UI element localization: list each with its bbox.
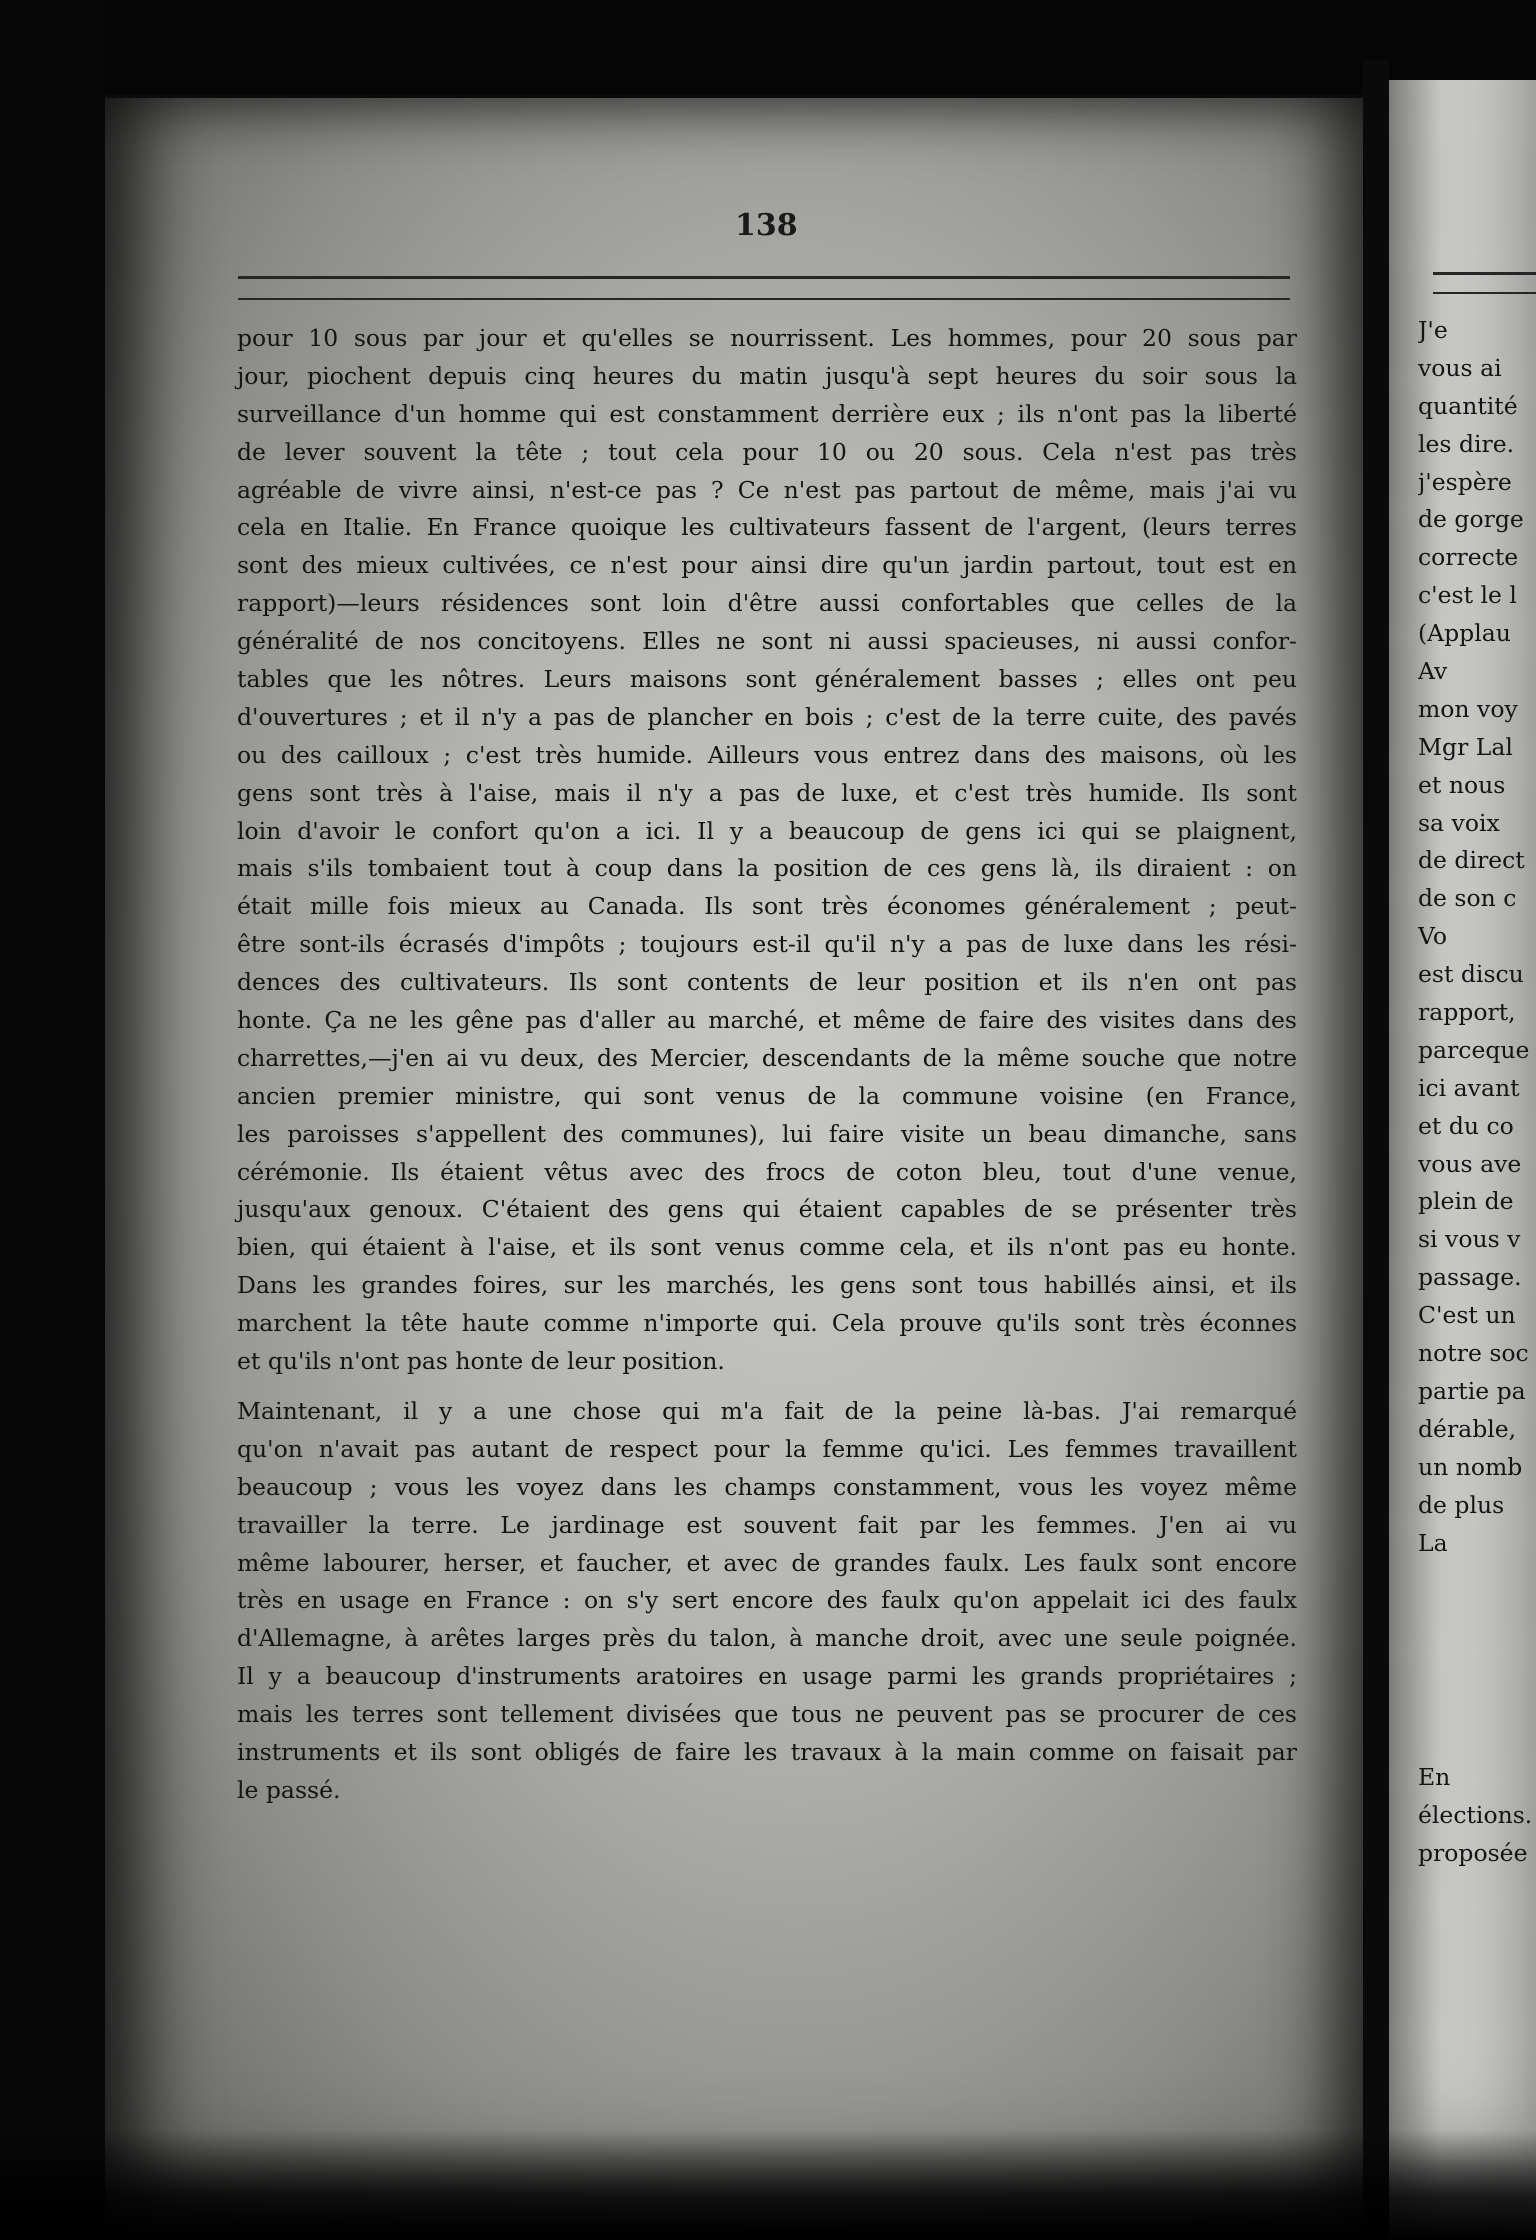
text-line: ancien premier ministre, qui sont venus de la commune voisine (en France,: [237, 1081, 1297, 1110]
right-header-rule-thick: [1433, 272, 1536, 275]
text-line: le passé.: [237, 1775, 341, 1804]
text-line: mon voy: [1418, 694, 1518, 723]
text-line: surveillance d'un homme qui est constamment derrière eux ; ils n'ont pas la liberté: [237, 399, 1297, 428]
book-gutter: [1363, 60, 1389, 2240]
text-line: j'espère: [1418, 467, 1512, 496]
text-line: un nomb: [1418, 1452, 1523, 1481]
text-line: sa voix: [1418, 808, 1500, 837]
text-line: vous ai: [1418, 353, 1502, 382]
text-line: Il y a beaucoup d'instruments aratoires en usage parmi les grands propriétaires ;: [237, 1662, 1297, 1691]
text-line: est discu: [1418, 960, 1524, 989]
right-text-lower: [1418, 1759, 1536, 1873]
text-line: et qu'ils n'ont pas honte de leur position.: [237, 1347, 725, 1376]
text-line: de lever souvent la tête ; tout cela pour 10 ou 20 sous. Cela n'est pas très: [237, 437, 1297, 466]
text-line: si vous v: [1418, 1225, 1521, 1254]
text-line: vous ave: [1418, 1149, 1522, 1178]
page-number: 138: [735, 208, 798, 243]
text-line: c'est le l: [1418, 581, 1517, 610]
text-line: (Applau: [1418, 619, 1511, 648]
text-line: La: [1418, 1528, 1448, 1557]
text-line: même labourer, herser, et faucher, et avec de grandes faulx. Les faulx sont encore: [237, 1548, 1297, 1577]
text-line: partie pa: [1418, 1376, 1526, 1405]
text-line: dences des cultivateurs. Ils sont contents de leur position et ils n'en ont pas: [237, 968, 1297, 997]
text-line: En: [1418, 1763, 1451, 1792]
text-line: ici avant: [1418, 1073, 1520, 1102]
text-line: jour, piochent depuis cinq heures du matin jusqu'à sept heures du soir sous la: [237, 361, 1297, 390]
text-line: et nous: [1418, 770, 1506, 799]
text-line: marchent la tête haute comme n'importe qui. Cela prouve qu'ils sont très éconnes: [237, 1309, 1297, 1338]
text-line: travailler la terre. Le jardinage est souvent fait par les femmes. J'en ai vu: [237, 1510, 1297, 1539]
text-line: rapport,: [1418, 998, 1516, 1027]
right-text-upper: [1418, 312, 1536, 1562]
text-line: de direct: [1418, 846, 1525, 875]
text-line: Maintenant, il y a une chose qui m'a fait de la peine là-bas. J'ai remarqué: [237, 1396, 1297, 1425]
text-line: dérable,: [1418, 1414, 1517, 1443]
text-line: était mille fois mieux au Canada. Ils sont très économes généralement ; peut-: [237, 892, 1297, 921]
text-line: de plus: [1418, 1490, 1505, 1519]
text-line: qu'on n'avait pas autant de respect pour la femme qu'ici. Les femmes travaillent: [237, 1434, 1297, 1463]
text-line: jusqu'aux genoux. C'étaient des gens qui étaient capables de se présenter très: [237, 1195, 1297, 1224]
header-rule-thick: [238, 276, 1290, 279]
text-line: élections.: [1418, 1801, 1533, 1830]
text-line: pour 10 sous par jour et qu'elles se nourrissent. Les hommes, pour 20 sous par: [237, 324, 1297, 352]
text-line: agréable de vivre ainsi, n'est-ce pas ? Ce n'est pas partout de même, mais j'ai vu: [237, 475, 1297, 504]
scan-border-top: [0, 0, 1536, 95]
scan-border-left: [0, 0, 105, 2240]
scan-border-bottom: [0, 2130, 1536, 2240]
text-line: proposée: [1418, 1839, 1528, 1868]
text-line: d'ouvertures ; et il n'y a pas de plancher en bois ; c'est de la terre cuite, des pavés: [237, 702, 1297, 731]
text-line: correcte: [1418, 543, 1519, 572]
text-line: généralité de nos concitoyens. Elles ne sont ni aussi spacieuses, ni aussi confor-: [237, 627, 1297, 656]
text-line: de gorge: [1418, 505, 1524, 534]
text-line: C'est un: [1418, 1301, 1516, 1330]
text-line: Av: [1418, 657, 1448, 686]
text-line: être sont-ils écrasés d'impôts ; toujours est-il qu'il n'y a pas de luxe dans les rési-: [237, 930, 1297, 959]
text-line: cérémonie. Ils étaient vêtus avec des frocs de coton bleu, tout d'une venue,: [237, 1157, 1297, 1186]
text-line: rapport)—leurs résidences sont loin d'être aussi confortables que celles de la: [237, 589, 1297, 618]
text-line: très en usage en France : on s'y sert encore des faulx qu'on appelait ici des faulx: [237, 1586, 1297, 1615]
text-line: quantité: [1418, 391, 1518, 420]
text-line: mais les terres sont tellement divisées que tous ne peuvent pas se procurer de ces: [237, 1700, 1297, 1729]
text-line: instruments et ils sont obligés de faire les travaux à la main comme on faisait par: [237, 1737, 1297, 1766]
text-line: notre soc: [1418, 1339, 1529, 1368]
main-text-block: [237, 320, 1297, 1810]
header-rule-thin: [238, 298, 1290, 300]
text-line: beaucoup ; vous les voyez dans les champs constamment, vous les voyez même: [237, 1472, 1297, 1501]
text-line: passage.: [1418, 1263, 1522, 1292]
text-line: Dans les grandes foires, sur les marchés, les gens sont tous habillés ainsi, et ils: [237, 1271, 1297, 1300]
text-line: les dire.: [1418, 429, 1515, 458]
text-line: plein de: [1418, 1187, 1514, 1216]
text-line: gens sont très à l'aise, mais il n'y a pas de luxe, et c'est très humide. Ils sont: [237, 778, 1297, 807]
text-line: J'e: [1418, 316, 1448, 344]
text-line: parceque: [1418, 1035, 1530, 1064]
right-page-text-fragment: [1418, 312, 1536, 1873]
text-line: et du co: [1418, 1111, 1514, 1140]
text-line: charrettes,—j'en ai vu deux, des Mercier, descendants de la même souche que notre: [237, 1043, 1297, 1072]
text-line: Mgr Lal: [1418, 732, 1513, 761]
text-line: honte. Ça ne les gêne pas d'aller au marché, et même de faire des visites dans des: [237, 1006, 1297, 1035]
text-line: sont des mieux cultivées, ce n'est pour ainsi dire qu'un jardin partout, tout est en: [237, 551, 1297, 580]
text-line: les paroisses s'appellent des communes), lui faire visite un beau dimanche, sans: [237, 1119, 1297, 1148]
text-line: de son c: [1418, 884, 1517, 913]
paragraph-1: [237, 320, 1297, 1381]
text-line: cela en Italie. En France quoique les cultivateurs fassent de l'argent, (leurs terres: [237, 513, 1297, 542]
text-line: d'Allemagne, à arêtes larges près du talon, à manche droit, avec une seule poignée.: [237, 1624, 1297, 1653]
text-line: ou des cailloux ; c'est très humide. Ailleurs vous entrez dans des maisons, où les: [237, 740, 1297, 769]
text-line: tables que les nôtres. Leurs maisons sont généralement basses ; elles ont peu: [237, 665, 1297, 694]
text-line: loin d'avoir le confort qu'on a ici. Il y a beaucoup de gens ici qui se plaignent,: [237, 816, 1297, 845]
paragraph-2: [237, 1393, 1297, 1810]
right-header-rule-thin: [1433, 292, 1536, 294]
text-line: mais s'ils tombaient tout à coup dans la position de ces gens là, ils diraient : on: [237, 854, 1297, 883]
text-line: bien, qui étaient à l'aise, et ils sont venus comme cela, et ils n'ont pas eu honte.: [237, 1233, 1297, 1262]
text-line: Vo: [1418, 922, 1447, 951]
